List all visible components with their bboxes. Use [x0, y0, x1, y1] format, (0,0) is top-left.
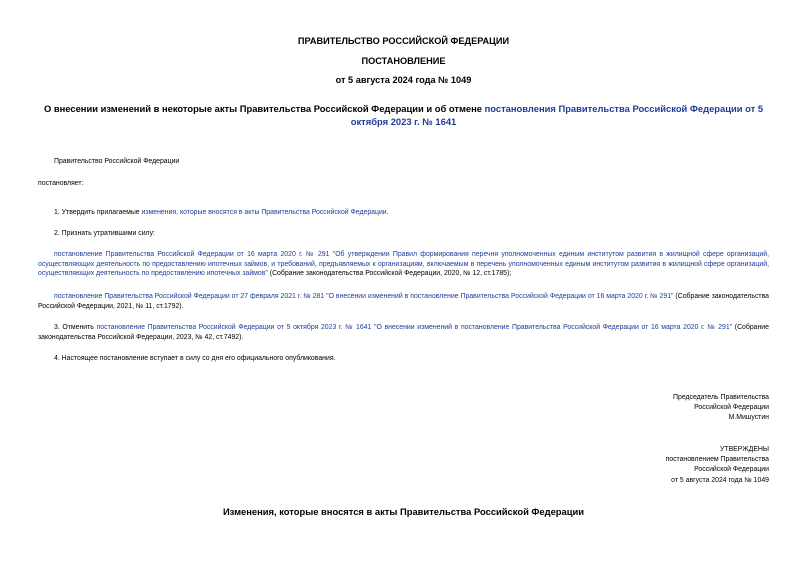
approval-block: [666, 445, 770, 486]
item-2b: [38, 292, 769, 311]
approval-date: от 5 августа 2024 года № 1049: [671, 476, 769, 484]
document-date-number: от 5 августа 2024 года № 1049: [335, 75, 472, 85]
changes-heading: Изменения, которые вносятся в акты Правительства Российской Федерации: [222, 506, 585, 517]
item-2b-link[interactable]: постановление Правительства Российской Федерации от 27 февраля 2021 г. № 281 "О внесении изменений в постановление Правительства Российской Федерации от 16 марта 2020 г. № 291": [54, 293, 674, 300]
item-3: [38, 323, 769, 342]
signature-title: Председатель Правительства: [673, 394, 769, 401]
item-1-link[interactable]: изменения, которые вносятся в акты Правительства Российской Федерации: [141, 209, 387, 216]
document-title-text: О внесении изменений в некоторые акты Правительства Российской Федерации и об отмене: [43, 103, 485, 114]
item-2a-suffix: (Собрание законодательства Российской Федерации, 2020, № 12, ст.1785);: [267, 270, 512, 278]
item-2a-link[interactable]: постановление Правительства Российской Федерации от 16 марта 2020 г. № 291 "Об утверждении Правил формирования перечня уполномоченных единым институтом развития в жилищной сфере организаций, осуществляющих деятельность по предоставлению ипотечных займов, и требований, предъявляемых к организациям, включаемым в перечень уполномоченных единым институтом развития в жилищной сфере организаций, осуществляющих деятельность по предоставлению ипотечных займов": [38, 251, 769, 278]
signature-block: [673, 393, 769, 424]
approval-title: УТВЕРЖДЕНЫ: [720, 446, 769, 453]
document-title-link[interactable]: постановления Правительства Российской Федерации от 5 октября 2023 г. № 1641: [350, 103, 764, 127]
item-3-link[interactable]: постановление Правительства Российской Федерации от 5 октября 2023 г. № 1641 "О внесении изменений в постановление Правительства Российской Федерации от 16 марта 2020 г. № 291": [96, 324, 733, 331]
item-1-suffix: .: [386, 209, 389, 216]
document-type-heading: ПОСТАНОВЛЕНИЕ: [361, 56, 446, 66]
government-name: Правительство Российской Федерации: [54, 158, 180, 165]
item-2b-suffix: (Собрание законодательства Российской Федерации, 2021, № 11, ст.1792).: [38, 293, 769, 310]
decrees-word: постановляет:: [38, 180, 84, 187]
item-1: [54, 208, 389, 218]
item-2a: [38, 250, 769, 279]
document-title: [36, 103, 771, 128]
item-4: 4. Настоящее постановление вступает в силу со дня его официального опубликования.: [54, 355, 336, 362]
item-3-suffix: (Собрание законодательства Российской Федерации, 2023, № 42, ст.7492).: [38, 324, 769, 341]
approval-by: постановлением Правительства: [665, 456, 769, 464]
item-2: 2. Признать утратившими силу:: [54, 230, 155, 237]
signature-org: Российской Федерации: [694, 404, 769, 412]
approval-org: Российской Федерации: [694, 466, 769, 474]
signature-name: М.Мишустин: [728, 414, 769, 422]
item-3-prefix: 3. Отменить: [54, 324, 97, 331]
government-heading: ПРАВИТЕЛЬСТВО РОССИЙСКОЙ ФЕДЕРАЦИИ: [297, 36, 510, 46]
item-1-prefix: 1. Утвердить прилагаемые: [54, 209, 142, 216]
